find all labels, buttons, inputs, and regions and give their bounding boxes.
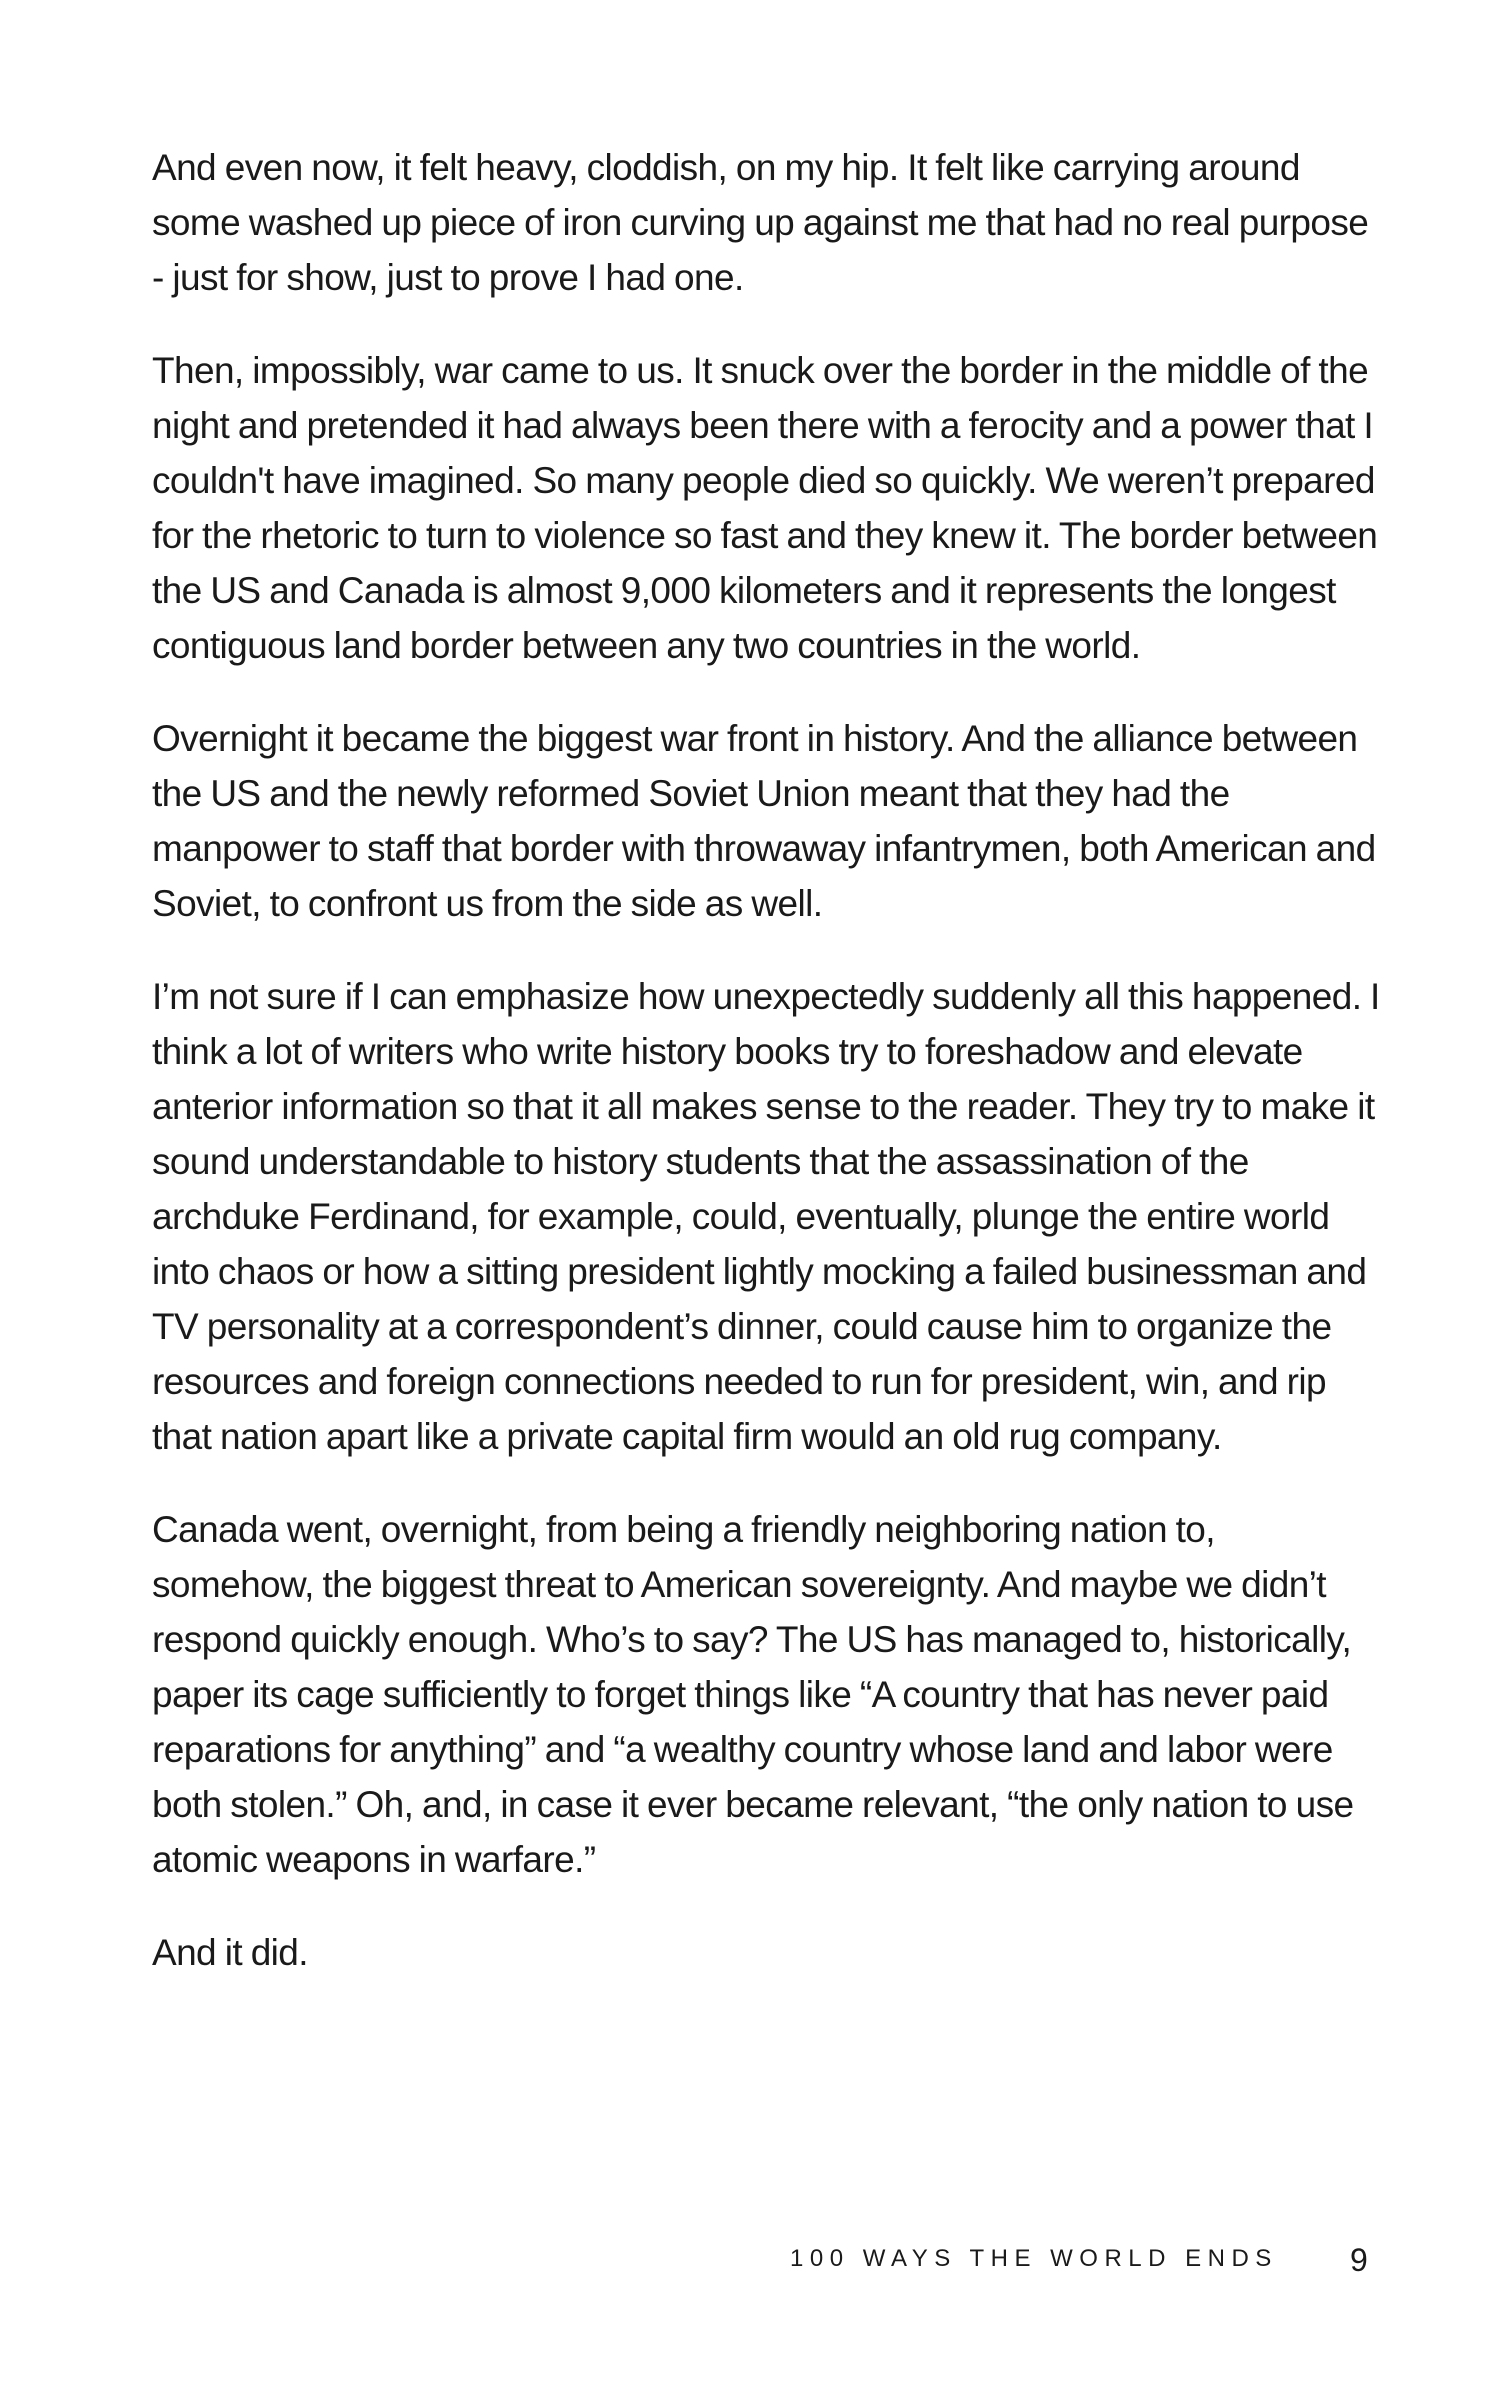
paragraph-3: Overnight it became the biggest war front in history. And the alliance between the US and the newly reformed Soviet Union meant that they had the manpower to staff that border with throwaway infantrymen, both American and Soviet, to confront us from the side as well. <box>152 718 1376 924</box>
paragraph-2: Then, impossibly, war came to us. It snuck over the border in the middle of the night and pretended it had always been there with a ferocity and a power that I couldn't have imagined. So many people died so quickly. We weren’t prepared for the rhetoric to turn to violence so fast and they knew it. The border between the US and Canada is almost 9,000 kilometers and it represents the longest contiguous land border between any two countries in the world. <box>152 350 1378 666</box>
running-footer-title: 100 WAYS THE WORLD ENDS <box>790 2245 1278 2272</box>
page-number: 9 <box>1350 2242 1368 2278</box>
paragraph-6: And it did. <box>152 1932 308 1973</box>
paragraph-5: Canada went, overnight, from being a friendly neighboring nation to, somehow, the biggest threat to American sovereignty. And maybe we didn’t respond quickly enough. Who’s to say? The US has managed to, historically, paper its cage sufficiently to forget things like “A country that has never paid reparations for anything” and “a wealthy country whose land and labor were both stolen.” Oh, and, in case it ever became relevant, “the only nation to use atomic weapons in warfare.” <box>152 1509 1354 1880</box>
body-text <box>152 140 1382 2018</box>
paragraph-1: And even now, it felt heavy, cloddish, on my hip. It felt like carrying around some washed up piece of iron curving up against me that had no real purpose - just for show, just to prove I had one. <box>152 147 1369 298</box>
paragraph-4: I’m not sure if I can emphasize how unexpectedly suddenly all this happened. I think a lot of writers who write history books try to foreshadow and elevate anterior information so that it all makes sense to the reader. They try to make it sound understandable to history students that the assassination of the archduke Ferdinand, for example, could, eventually, plunge the entire world into chaos or how a sitting president lightly mocking a failed businessman and TV personality at a correspondent’s dinner, could cause him to organize the resources and foreign connections needed to run for president, win, and rip that nation apart like a private capital firm would an old rug company. <box>152 976 1380 1457</box>
